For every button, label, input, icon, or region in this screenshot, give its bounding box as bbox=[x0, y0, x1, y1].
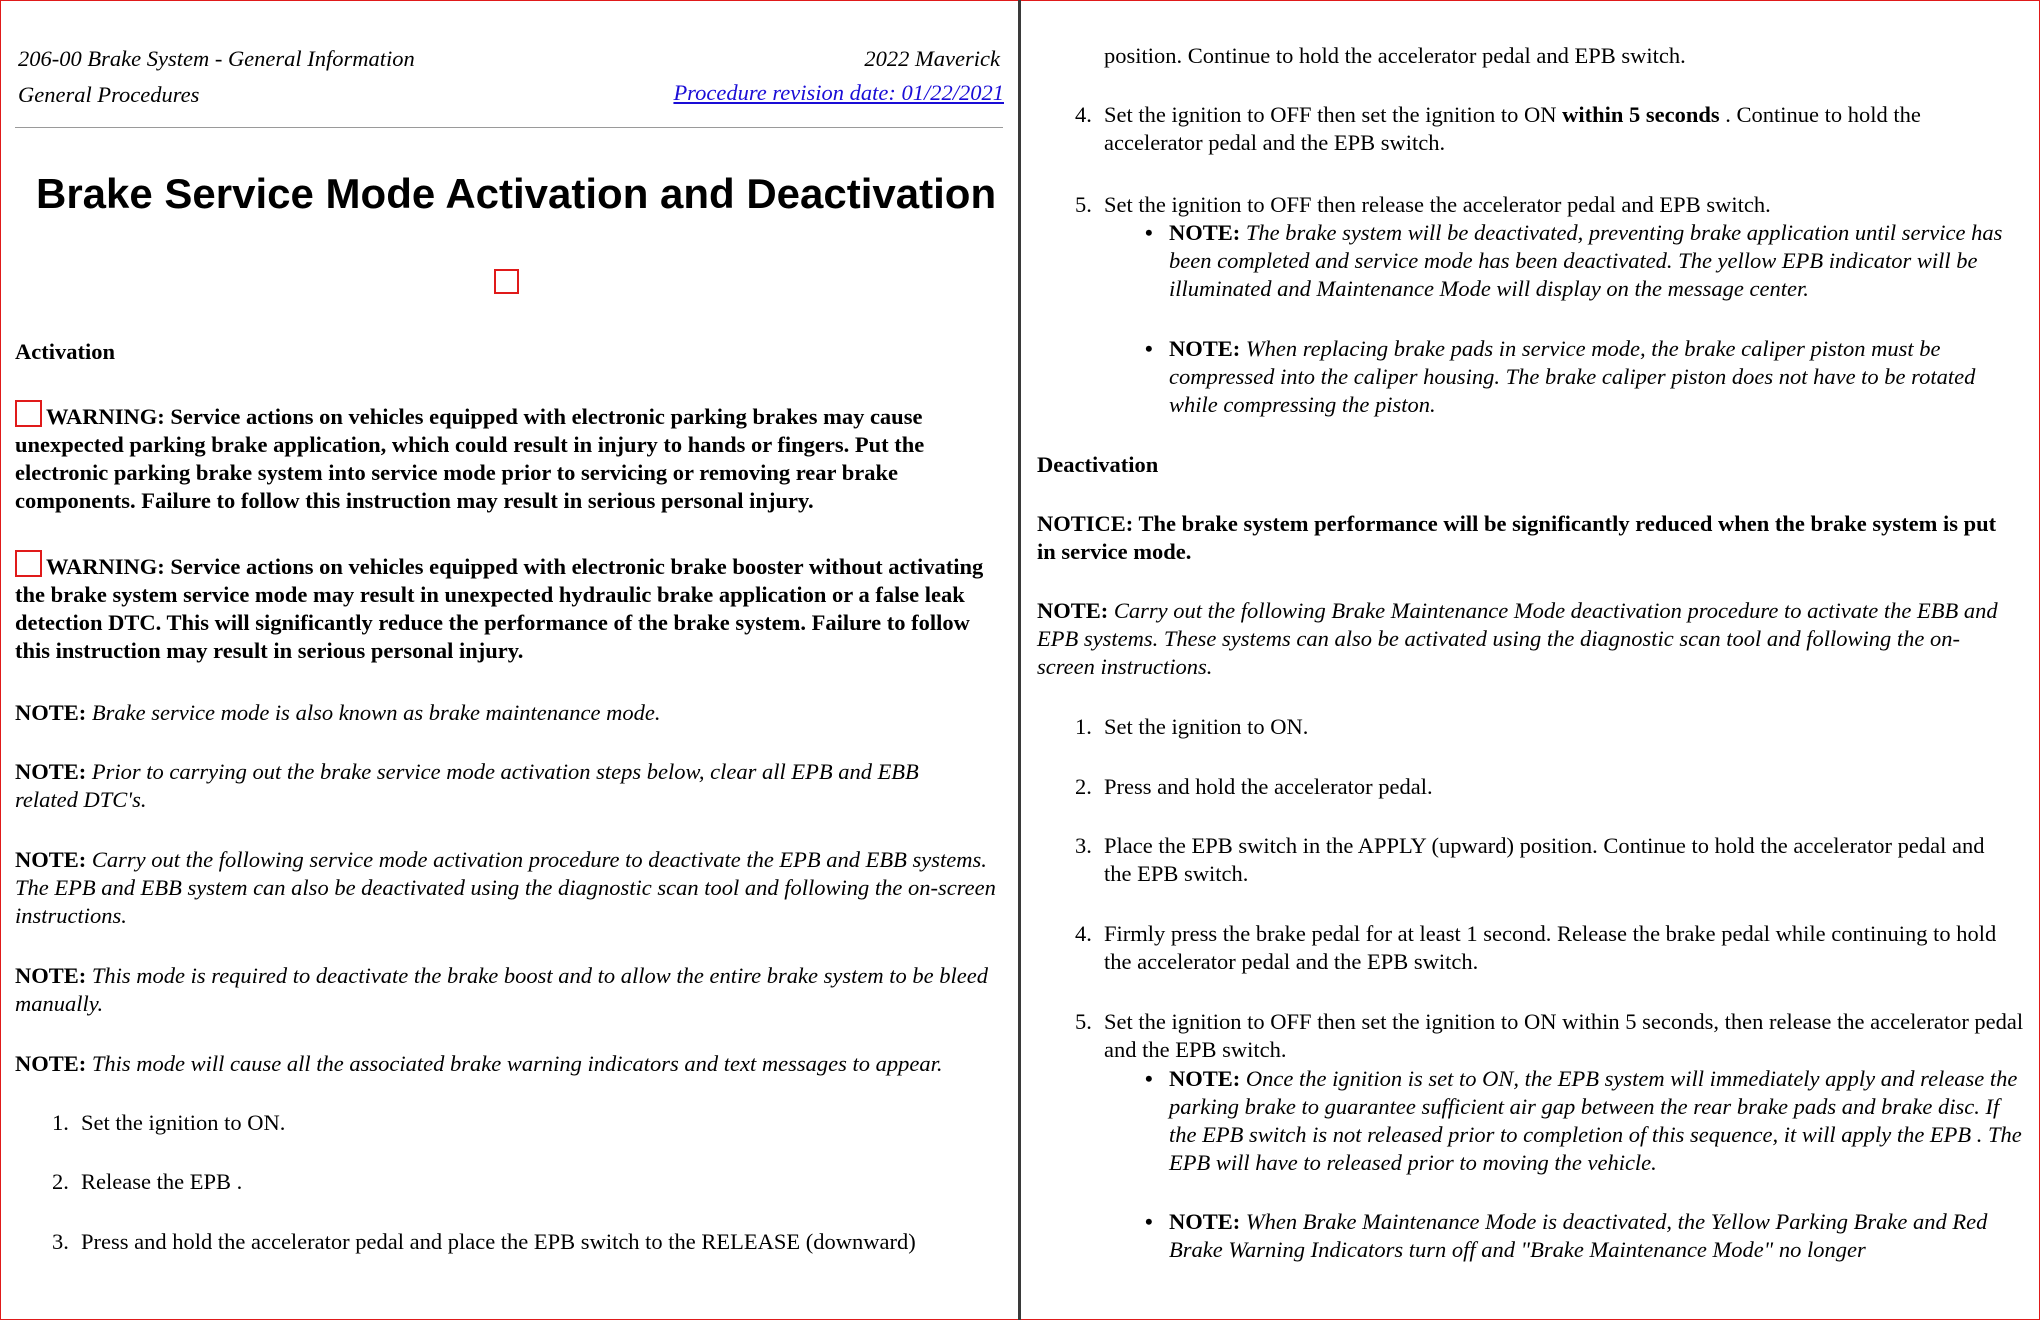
image-placeholder-icon bbox=[494, 269, 519, 294]
column-divider bbox=[1018, 0, 1021, 1320]
list-item: 3. Press and hold the accelerator pedal and place the EPB switch to the RELEASE (downward) bbox=[52, 1229, 916, 1254]
warning-2: WARNING: Service actions on vehicles equipped with electronic brake booster without activating the brake system service mode may result in unexpected hydraulic brake application or a false leak detection DTC. This will significantly reduce the performance of the brake system. Failure to follow this instruction may result in serious personal injury. bbox=[15, 550, 1000, 665]
list-item: 5. Set the ignition to OFF then set the ignition to ON within 5 seconds, then release the accelerator pedal and the EPB switch. bbox=[1075, 1009, 2024, 1062]
bullet-note: • NOTE: Once the ignition is set to ON, the EPB system will immediately apply and release the parking brake to guarantee sufficient air gap between the rear brake pads and brake disc. If the EPB switch is not released prior to completion of this sequence, it will apply the EPB . The EPB will have to released prior to moving the vehicle. bbox=[1145, 1066, 2022, 1175]
note: NOTE: Carry out the following Brake Maintenance Mode deactivation procedure to activate the EBB and EPB systems. These systems can also be activated using the diagnostic scan tool and following the on-screen instructions. bbox=[1037, 598, 1998, 679]
category-label: General Procedures bbox=[18, 82, 200, 107]
warning-1: WARNING: Service actions on vehicles equipped with electronic parking brakes may cause unexpected parking brake application, which could result in injury to hands or fingers. Put the electronic parking brake system into service mode prior to servicing or removing rear brake components. Failure to follow this instruction may result in serious personal injury. bbox=[15, 400, 1000, 515]
list-item: 4. Firmly press the brake pedal for at least 1 second. Release the brake pedal while continuing to hold the accelerator pedal and the EPB switch. bbox=[1075, 921, 1997, 974]
list-item: 3. Place the EPB switch in the APPLY (upward) position. Continue to hold the accelerator pedal and the EPB switch. bbox=[1075, 833, 1985, 886]
warning-icon bbox=[15, 550, 42, 577]
bullet-note: • NOTE: When replacing brake pads in service mode, the brake caliper piston must be compressed into the caliper housing. The brake caliper piston does not have to be rotated while compressing the piston. bbox=[1145, 336, 1976, 417]
note: NOTE: This mode will cause all the associated brake warning indicators and text messages to appear. bbox=[15, 1051, 943, 1076]
notice: NOTICE: The brake system performance will be significantly reduced when the brake system is put in service mode. bbox=[1037, 511, 1997, 564]
section-title: 206-00 Brake System - General Information bbox=[18, 46, 415, 71]
bullet-note: • NOTE: When Brake Maintenance Mode is deactivated, the Yellow Parking Brake and Red Brake Warning Indicators turn off and "Brake Maintenance Mode" no longer bbox=[1145, 1209, 1988, 1262]
bullet-note: • NOTE: The brake system will be deactivated, preventing brake application until service has been completed and service mode has been deactivated. The yellow EPB indicator will be illuminated and Maintenance Mode will display on the message center. bbox=[1145, 220, 2003, 301]
header-rule bbox=[15, 127, 1003, 128]
revision-date-link[interactable]: Procedure revision date: 01/22/2021 bbox=[673, 80, 1004, 105]
note: NOTE: Brake service mode is also known as brake maintenance mode. bbox=[15, 700, 661, 725]
vehicle-label: 2022 Maverick bbox=[864, 46, 1000, 71]
warning-icon bbox=[15, 400, 42, 427]
deactivation-heading: Deactivation bbox=[1037, 452, 1159, 477]
activation-heading: Activation bbox=[15, 339, 115, 364]
note: NOTE: Carry out the following service mode activation procedure to deactivate the EPB and EBB systems. The EPB and EBB system can also be deactivated using the diagnostic scan tool and following the on-screen instructions. bbox=[15, 847, 996, 928]
note: NOTE: This mode is required to deactivate the brake boost and to allow the entire brake system to be bleed manually. bbox=[15, 963, 988, 1016]
list-item: 4. Set the ignition to OFF then set the ignition to ON within 5 seconds . Continue to hold the accelerator pedal and the EPB switch. bbox=[1075, 102, 1921, 155]
page-title: Brake Service Mode Activation and Deactivation bbox=[36, 170, 997, 217]
note: NOTE: Prior to carrying out the brake service mode activation steps below, clear all EPB and EBB related DTC's. bbox=[15, 759, 919, 812]
